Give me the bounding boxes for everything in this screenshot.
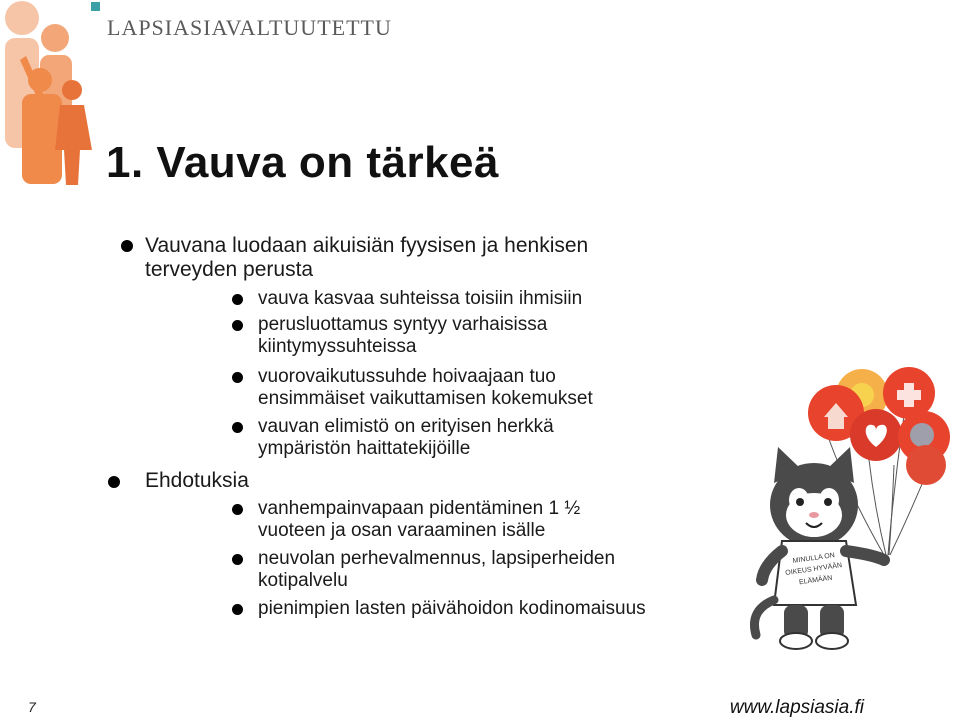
bullet-text-line: neuvolan perhevalmennus, lapsiperheiden [258, 548, 616, 569]
bullet-dot [232, 422, 243, 433]
bullet-dot [232, 604, 243, 615]
bullet-dot [121, 240, 133, 252]
bullet-text-line: Vauvana luodaan aikuisiän fyysisen ja henkisen [145, 234, 589, 257]
shirt-text: MINULLA ON [792, 552, 836, 565]
shirt-text: ELÄMÄÄN [798, 574, 833, 587]
bullet-item [145, 234, 588, 282]
bullet-dot [232, 504, 243, 515]
bullet-item: vauva kasvaa suhteissa toisiin ihmisiin [258, 288, 583, 309]
bullet-text-line: kiintymyssuhteissa [258, 336, 417, 357]
slide-title: 1. Vauva on tärkeä [106, 138, 499, 187]
bullet-text-line: kotipalvelu [258, 570, 348, 591]
bullet-item [258, 498, 580, 542]
bullet-text-line: vuoteen ja osan varaaminen isälle [258, 520, 546, 541]
shirt-text: OIKEUS HYVÄÄN [784, 562, 843, 577]
bullet-dot [232, 294, 243, 305]
bullet-text-line: perusluottamus syntyy varhaisissa [258, 314, 548, 335]
bullet-dot [232, 554, 243, 565]
bullet-item [258, 416, 554, 460]
bullet-dot [108, 476, 120, 488]
bullet-item: Ehdotuksia [145, 469, 249, 492]
bullet-item: pienimpien lasten päivähoidon kodinomaisuus [258, 598, 646, 619]
bullet-text-line: vauvan elimistö on erityisen herkkä [258, 416, 554, 437]
page-number: 7 [28, 699, 36, 715]
bullet-text-line: vuorovaikutussuhde hoivaajaan tuo [258, 366, 556, 387]
bullet-text-line: vanhempainvapaan pidentäminen 1 ½ [258, 498, 581, 519]
bullet-dot [232, 372, 243, 383]
bullet-text-line: ensimmäiset vaikuttamisen kokemukset [258, 388, 593, 409]
bullet-item [258, 314, 547, 358]
bullet-dot [232, 320, 243, 331]
bullet-text-line: ympäristön haittatekijöille [258, 438, 471, 459]
brand-name: LAPSIASIAVALTUUTETTU [107, 15, 392, 40]
cat-with-balloons-image [744, 355, 960, 651]
bullet-text-line: terveyden perusta [145, 258, 314, 281]
bullet-item [258, 366, 593, 410]
footer-url: www.lapsiasia.fi [729, 697, 864, 718]
bullet-item [258, 548, 615, 592]
